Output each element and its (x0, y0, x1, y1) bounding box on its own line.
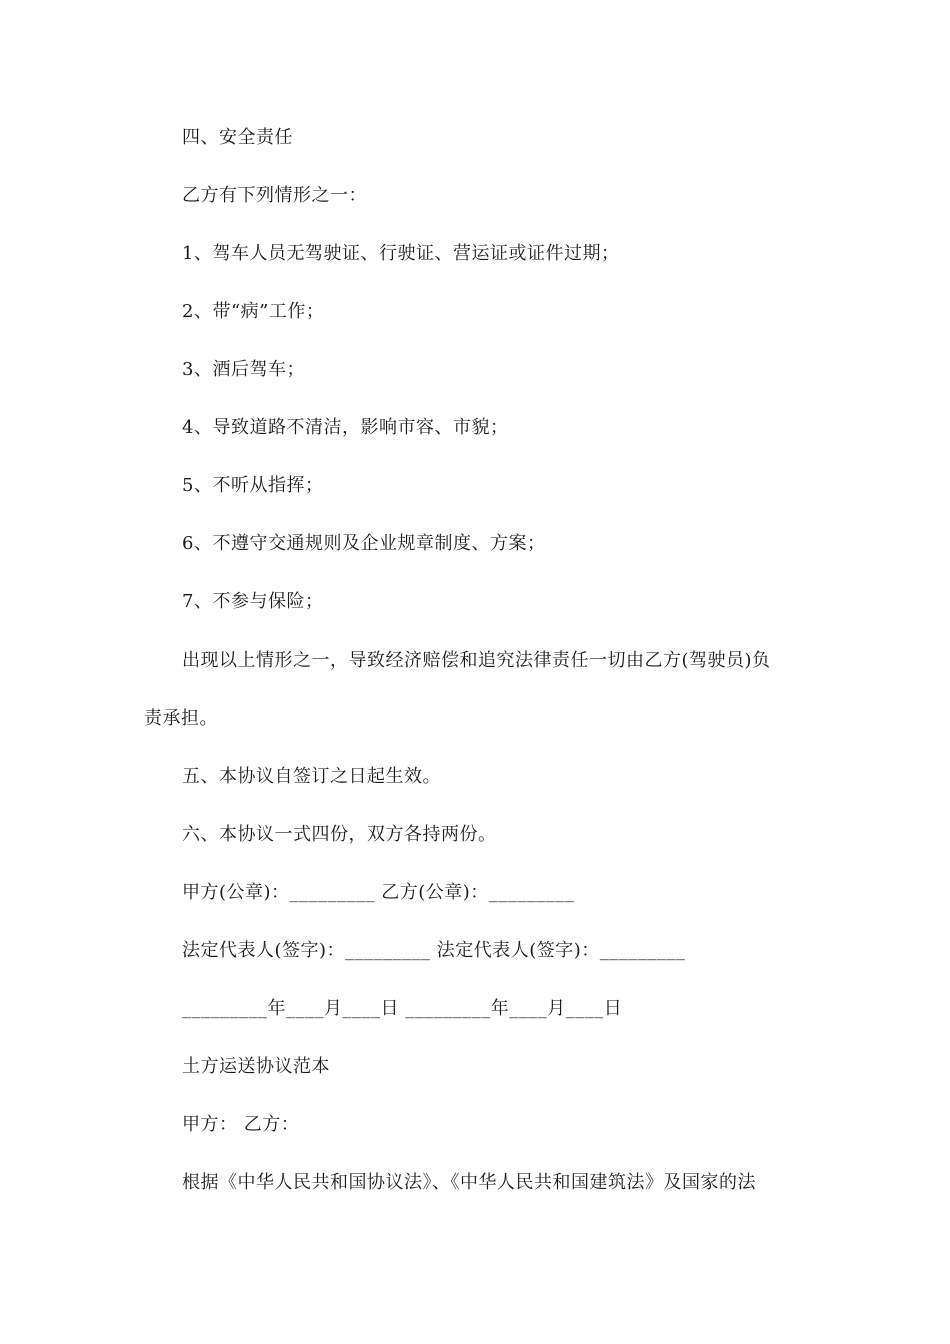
document-title: 土方运送协议范本 (182, 1056, 330, 1077)
list-item: 2、带“病”工作； (182, 301, 325, 322)
paragraph: 乙方有下列情形之一： (182, 185, 367, 206)
section-heading-copies: 六、本协议一式四份，双方各持两份。 (182, 824, 497, 845)
paragraph: 出现以上情形之一，导致经济赔偿和追究法律责任一切由乙方(驾驶员)负 (182, 650, 771, 671)
signature-representative-line: 法定代表人(签字)：_________ 法定代表人(签字)：_________ (182, 940, 686, 961)
signature-date-line: _________年____月____日 _________年____月____日 (182, 998, 623, 1019)
signature-seal-line: 甲方(公章)：_________ 乙方(公章)：_________ (182, 882, 575, 903)
section-heading-safety: 四、安全责任 (182, 127, 293, 148)
list-item: 7、不参与保险； (182, 591, 324, 612)
section-heading-effective: 五、本协议自签订之日起生效。 (182, 766, 441, 787)
parties-line: 甲方： 乙方： (182, 1114, 300, 1135)
list-item: 6、不遵守交通规则及企业规章制度、方案； (182, 533, 546, 554)
list-item: 5、不听从指挥； (182, 475, 324, 496)
paragraph: 根据《中华人民共和国协议法》、《中华人民共和国建筑法》及国家的法 (182, 1172, 756, 1193)
paragraph-continuation: 责承担。 (144, 708, 218, 729)
list-item: 3、酒后驾车； (182, 359, 305, 380)
list-item: 4、导致道路不清洁，影响市容、市貌； (182, 417, 509, 438)
list-item: 1、驾车人员无驾驶证、行驶证、营运证或证件过期； (182, 243, 620, 264)
